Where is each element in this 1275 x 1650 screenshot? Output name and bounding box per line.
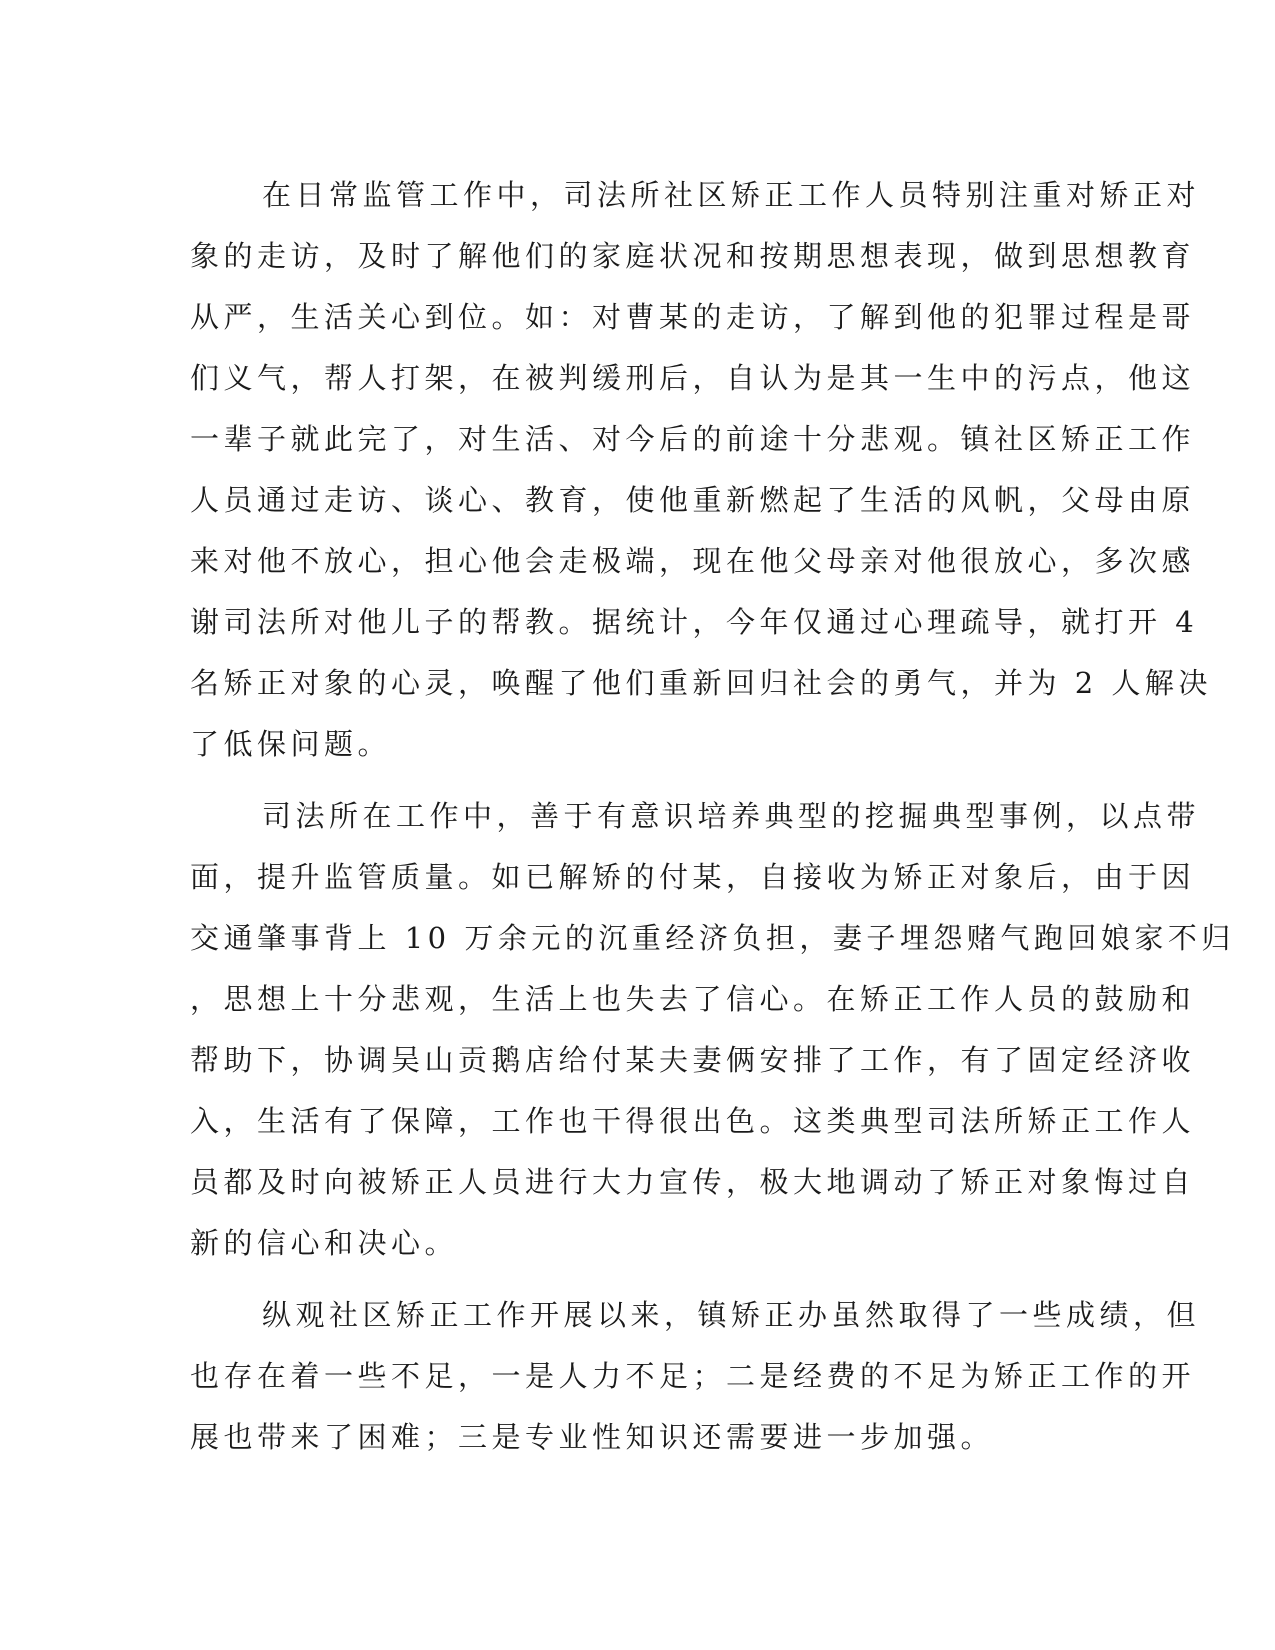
text-line: 新的信心和决心。 [190,1226,459,1260]
text-line: 名矫正对象的心灵，唤醒了他们重新回归社会的勇气，并为 2 人解决 [190,666,1212,700]
text-line: 展也带来了困难；三是专业性知识还需要进一步加强。 [190,1420,995,1454]
text-line: 面，提升监管质量。如已解矫的付某，自接收为矫正对象后，由于因 [190,860,1196,894]
paragraph-1 [190,165,1212,775]
paragraph-2 [190,786,1235,1274]
text-line: 在日常监管工作中，司法所社区矫正工作人员特别注重对矫正对 [262,178,1201,212]
text-line: 也存在着一些不足，一是人力不足；二是经费的不足为矫正工作的开 [190,1359,1196,1393]
text-line: 了低保问题。 [190,727,392,761]
text-line: 员都及时向被矫正人员进行大力宣传，极大地调动了矫正对象悔过自 [190,1165,1196,1199]
text-line: 谢司法所对他儿子的帮教。据统计，今年仅通过心理疏导，就打开 4 [190,605,1199,639]
text-line: 入，生活有了保障，工作也干得很出色。这类典型司法所矫正工作人 [190,1104,1196,1138]
text-line: 一辈子就此完了，对生活、对今后的前途十分悲观。镇社区矫正工作 [190,422,1196,456]
text-line: 交通肇事背上 10 万余元的沉重经济负担，妻子埋怨赌气跑回娘家不归 [190,921,1235,955]
text-line: 帮助下，协调吴山贡鹅店给付某夫妻俩安排了工作，有了固定经济收 [190,1043,1196,1077]
paragraph-spacer [190,1274,1095,1285]
text-line: 们义气，帮人打架，在被判缓刑后，自认为是其一生中的污点，他这 [190,361,1196,395]
paragraph-3 [190,1285,1201,1468]
text-line: 从严，生活关心到位。如：对曹某的走访，了解到他的犯罪过程是哥 [190,300,1196,334]
document-body [190,165,1235,1468]
paragraph-spacer [190,775,1095,786]
text-line: 司法所在工作中，善于有意识培养典型的挖掘典型事例，以点带 [262,799,1201,833]
text-line: 来对他不放心，担心他会走极端，现在他父母亲对他很放心，多次感 [190,544,1196,578]
text-line: 人员通过走访、谈心、教育，使他重新燃起了生活的风帆，父母由原 [190,483,1196,517]
text-line: 纵观社区矫正工作开展以来，镇矫正办虽然取得了一些成绩，但 [262,1298,1201,1332]
text-line: ，思想上十分悲观，生活上也失去了信心。在矫正工作人员的鼓励和 [190,982,1196,1016]
text-line: 象的走访，及时了解他们的家庭状况和按期思想表现，做到思想教育 [190,239,1196,273]
